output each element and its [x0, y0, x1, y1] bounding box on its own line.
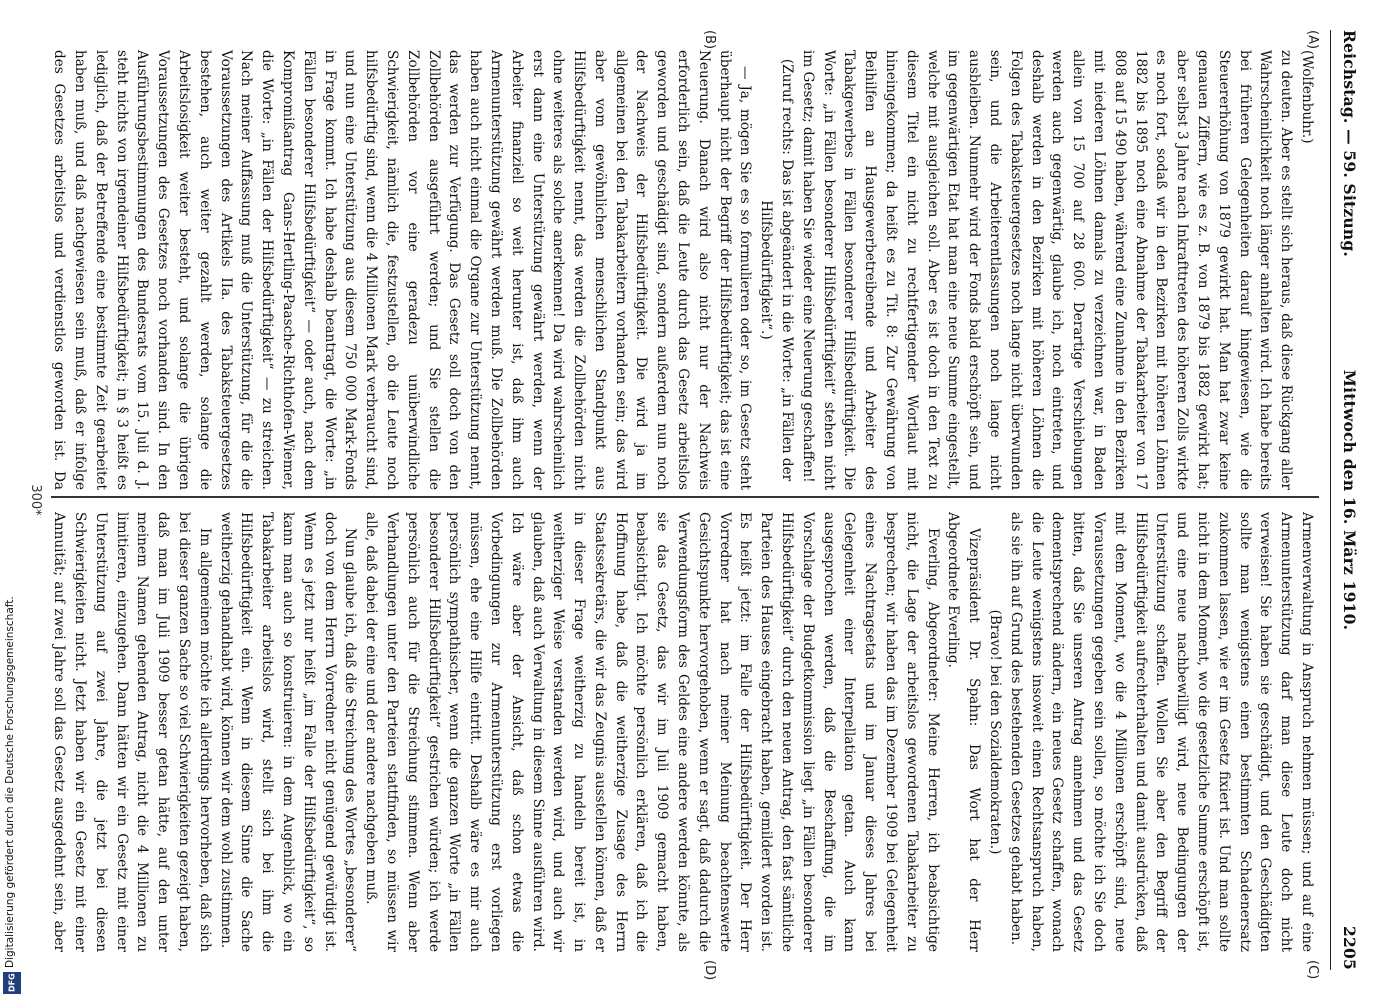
dfg-logo: DFG: [3, 972, 21, 994]
header-page-number: 2205: [1340, 926, 1359, 970]
column-divider: [51, 496, 1319, 498]
paragraph: zu deuten. Aber es stellt sich heraus, daß diese Rückgang aller Wahrscheinlichkeit noch länger anhalten wird. Ich habe bereits bei früheren Gelegenheiten darauf hingewiesen, wie die Steuererhöhung von 1879 gewirkt hat. Man hat zwar keine genauen Ziffern, wie es z. B. von 1879 bis 1882 gewirkt hat; aber selbst 3 Jahre nach Inkrafttreten des höheren Zolls wirkte es noch fort, sodaß wir in den Bezirken mit höheren Löhnen 1882 bis 1895 noch eine Abnahme der Tabakarbeiter von 17 808 auf 15 490 haben, während eine Zunahme in den Bezirken mit niederen Löhnen damals zu verzeichnen war, in Baden allein von 15 700 auf 28 600. Derartige Verschiebungen werden auch gegenwärtig, glaube ich, noch eintreten, und deshalb werden in den Bezirken mit höheren Löhnen die Folgen des Tabaksteuergesetzes noch lange nicht überwunden sein, und die Arbeiterentlassungen noch lange nicht ausbleiben. Nunmehr wird der Fonds bald erschöpft sein, und im gegenwärtigen Etat hat man eine neue Summe eingestellt, welche mit ausgleichen soll. Aber es ist doch in den Text zu diesem Titel ein nicht zu rechtfertigender Wortlaut mit hineingekommen; da heißt es zu Tit. 8: Zur Gewährung von Beihilfen an Hausgewerbetreibende und Arbeiter des Tabakgewerbes in Fällen besonderer Hilfsbedürftigkeit. Die Worte: „in Fällen besonderer Hilfsbedürftigkeit“ stehen nicht im Gesetz; damit haben Sie wieder eine Neuerung geschaffen!: [799, 50, 1295, 490]
paragraph: Everling, Abgeordneter: Meine Herren, ich beabsichtige nicht, die Lage der arbeitslos gewordenen Tabakarbeiter zu besprechen; wir haben das im Dezember 1909 bei Gelegenheit eines Nachtragsetats und im Januar dieses Jahres bei Gelegenheit einer Interpellation getan. Auch kann ausgesprochen werden, daß die Beschaffung, die im Vorschlage der Budgetkommission liegt „in Fällen besonderer Hilfsbedürftigkeit“ durch den neuen Antrag, den fast sämtliche Parteien des Hauses eingebracht haben, gemildert worden ist. Es heißt jetzt: im Falle der Hilfsbedürftigkeit. Der Herr Vorredner hat nach meiner Meinung beachtenswerte Gesichtspunkte hervorgehoben, wenn er sagt, daß dadurch die Verwendungsform des Geldes eine andere werden könnte, als sie das Gesetz, das wir im Juli 1909 gemacht haben, beabsichtigt. Ich möchte persönlich erklären, daß ich die Hoffnung habe, daß die weitherzige Zusage des Herrn Staatssekretärs, die wir das Zeugnis ausstellen können, daß er in dieser Frage weitherzig zu handeln bereit ist, in weitherziger Weise verstanden werden wird, und auch wir glauben, daß auch Verwaltung in diesem Sinne ausführen wird. Ich wäre aber der Ansicht, daß schon etwas die Vorbedingungen zur Armenunterstützung erst vorliegen müssen, ehe eine Hilfe eintritt. Deshalb wäre es mir auch persönlich sympathischer, wenn die ganzen Worte „in Fällen besonderer Hilfsbedürftigkeit“ gestrichen würden; ich werde persönlich auch für die Streichung stimmen. Wenn aber Verhandlungen unter den Parteien stattfinden, so müssen wir alle, daß dabei der eine und der andere nachgeben muß.: [363, 512, 941, 952]
header-date: Mittwoch den 16. März 1910.: [1340, 369, 1359, 631]
speaker-note: (Wolfenbuhr.): [1299, 50, 1315, 144]
margin-mark-d: (D): [702, 960, 717, 981]
paragraph: Nun glaube ich, daß die Streichung des Wortes „besonderer“ doch von dem Herrn Vorredner nicht genügend gewürdigt ist. Wenn es jetzt nur heißt „im Falle der Hilfsbedürftigkeit“, so kann man auch so konstruieren: in dem Augenblick, wo ein Tabakarbeiter arbeitslos wird, stellt sich bei ihm die Hilfsbedürftigkeit ein. Wenn in diesem Sinne die Sache weitherzig gehandhabt wird, können wir dem wohl zustimmen.: [217, 512, 359, 952]
paragraph: Armenverwaltung in Anspruch nehmen müssen; und auf eine Armenunterstützung darf man diese Leute doch nicht verweisen! Sie haben sie geschädigt, und den Geschädigten sollte man wenigstens einen bestimmten Schadenersatz zukommen lassen, wie er im Gesetz fixiert ist. Und man sollte nicht in dem Moment, wo die gesetzliche Summe erschöpft ist, und eine neue nachbewilligt wird, neue Bedingungen der Unterstützung schaffen. Wollen Sie aber den Begriff der Hilfsbedürftigkeit aufrechterhalten und damit ausdrücken, daß mit dem Moment, wo die 4 Millionen erschöpft sind, neue Voraussetzungen gegeben sein sollen, so möchte ich Sie doch bitten, daß Sie unseren Antrag annehmen und das Gesetz dementsprechend ändern, ein neues Gesetz schaffen, wonach die Leute wenigstens insoweit einen Rechtsanspruch haben, als sie ihn auf Grund des bestehenden Gesetzes gehabt haben.: [1007, 512, 1315, 952]
page-header: [1329, 30, 1359, 970]
paragraph: — Ja, mögen Sie es so formulieren oder so, im Gesetz steht überhaupt nicht der Begriff der Hilfsbedürftigkeit; das ist eine Neuerung. Danach wird also nicht nur der Nachweis erforderlich sein, daß die Leute durch das Gesetz arbeitslos geworden und geschädigt sind, sondern außerdem nun noch der Nachweis der Hilfsbedürftigkeit. Die wird ja im allgemeinen bei den Tabakarbeitern vorhanden sein; das wird aber vom gewöhnlichen menschlichen Standpunkt aus Hilfsbedürftigkeit nennt, das werden die Zollbehörden nicht ohne weiteres als solche anerkennen! Da wird wahrscheinlich erst dann eine Unterstützung gewährt werden, wenn der Arbeiter finanziell so weit herunter ist, daß ihm auch Armenunterstützung gewährt werden muß. Die Zollbehörden haben auch nicht einmal die Organe zur Unterstützung nennt, das werden zur Verfügung. Das Gesetz soll doch von den Zollbehörden ausgeführt werden; und Sie stellen die Zollbehörden vor eine geradezu unüberwindliche Schwierigkeit, nämlich die, festzustellen, ob die Leute noch hilfsbedürftig sind, wenn die 4 Millionen Mark verbraucht sind, und nun eine Unterstützung aus diesem 750 000 Mark-Fonds in Frage kommt. Ich habe deshalb beantragt, die Worte: „in Fällen besonderer Hilfsbedürftigkeit“ — oder auch, nach dem Kompromißantrag Gans-Hertling-Paasche-Richthofen-Wiemer, die Worte: „in Fällen der Hilfsbedürftigkeit“ — zu streichen. Nach meiner Auffassung muß die Unterstützung, für die die Voraussetzungen des Artikels IIa. des Tabaksteuergesetzes bestehen, auch weiter gezahlt werden, solange die Arbeitslosigkeit weiter besteht, und solange die übrigen Voraussetzungen des Gesetzes noch vorhanden sind. In den Ausführungsbestimmungen des Bundesrats vom 15. Juli d. J. steht nichts von irgendeiner Hilfsbedürftigkeit; in § 3 heißt es lediglich, daß der Betreffende eine bestimmte Zeit gearbeitet haben muß, und daß nachgewiesen sein muß, daß er infolge des Gesetzes arbeitslos und verdienstlos geworden ist. Da: [51, 50, 754, 490]
interjection: (Zuruf rechts: Das ist abgeändert in die Worte: „in Fällen der Hilfsbedürftigkeit“.): [758, 58, 796, 482]
credit-text: Digitalisierung gefördert durch die Deutsche Forschungsgemeinschaft.: [4, 596, 16, 968]
header-rule: [1330, 30, 1331, 970]
signature-mark: 300*: [28, 484, 43, 516]
margin-mark-b: (B): [702, 30, 717, 50]
header-session: Reichstag. — 59. Sitzung.: [1340, 30, 1359, 257]
digitization-credit: [0, 0, 26, 1000]
margin-mark-c: (C): [1305, 960, 1320, 980]
margin-mark-a: (A): [1305, 30, 1320, 50]
interjection: (Bravo! bei den Sozialdemokraten.): [987, 609, 1004, 855]
paragraph: Im allgemeinen möchte ich allerdings hervorheben, daß sich bei dieser ganzen Sache so viel Schwierigkeiten gezeigt haben, daß man im Juli 1909 besser getan hätte, auf den unter meinem Namen gehenden Antrag, nicht die 4 Millionen zu limitieren, einzugehen. Dann hätten wir ein Gesetz mit einer Unterstützung auf zwei Jahre, die jetzt bei diesen Schwierigkeiten nicht. Jetzt haben wir ein Gesetz mit einer Annuität; auf zwei Jahre soll das Gesetz ausgedehnt sein, aber: [51, 512, 213, 952]
right-column: [51, 512, 1317, 952]
left-column: [51, 50, 1317, 490]
speaker-announcement: Vizepräsident Dr. Spahn: Das Wort hat der Herr Abgeordnete Everling.: [945, 512, 983, 952]
